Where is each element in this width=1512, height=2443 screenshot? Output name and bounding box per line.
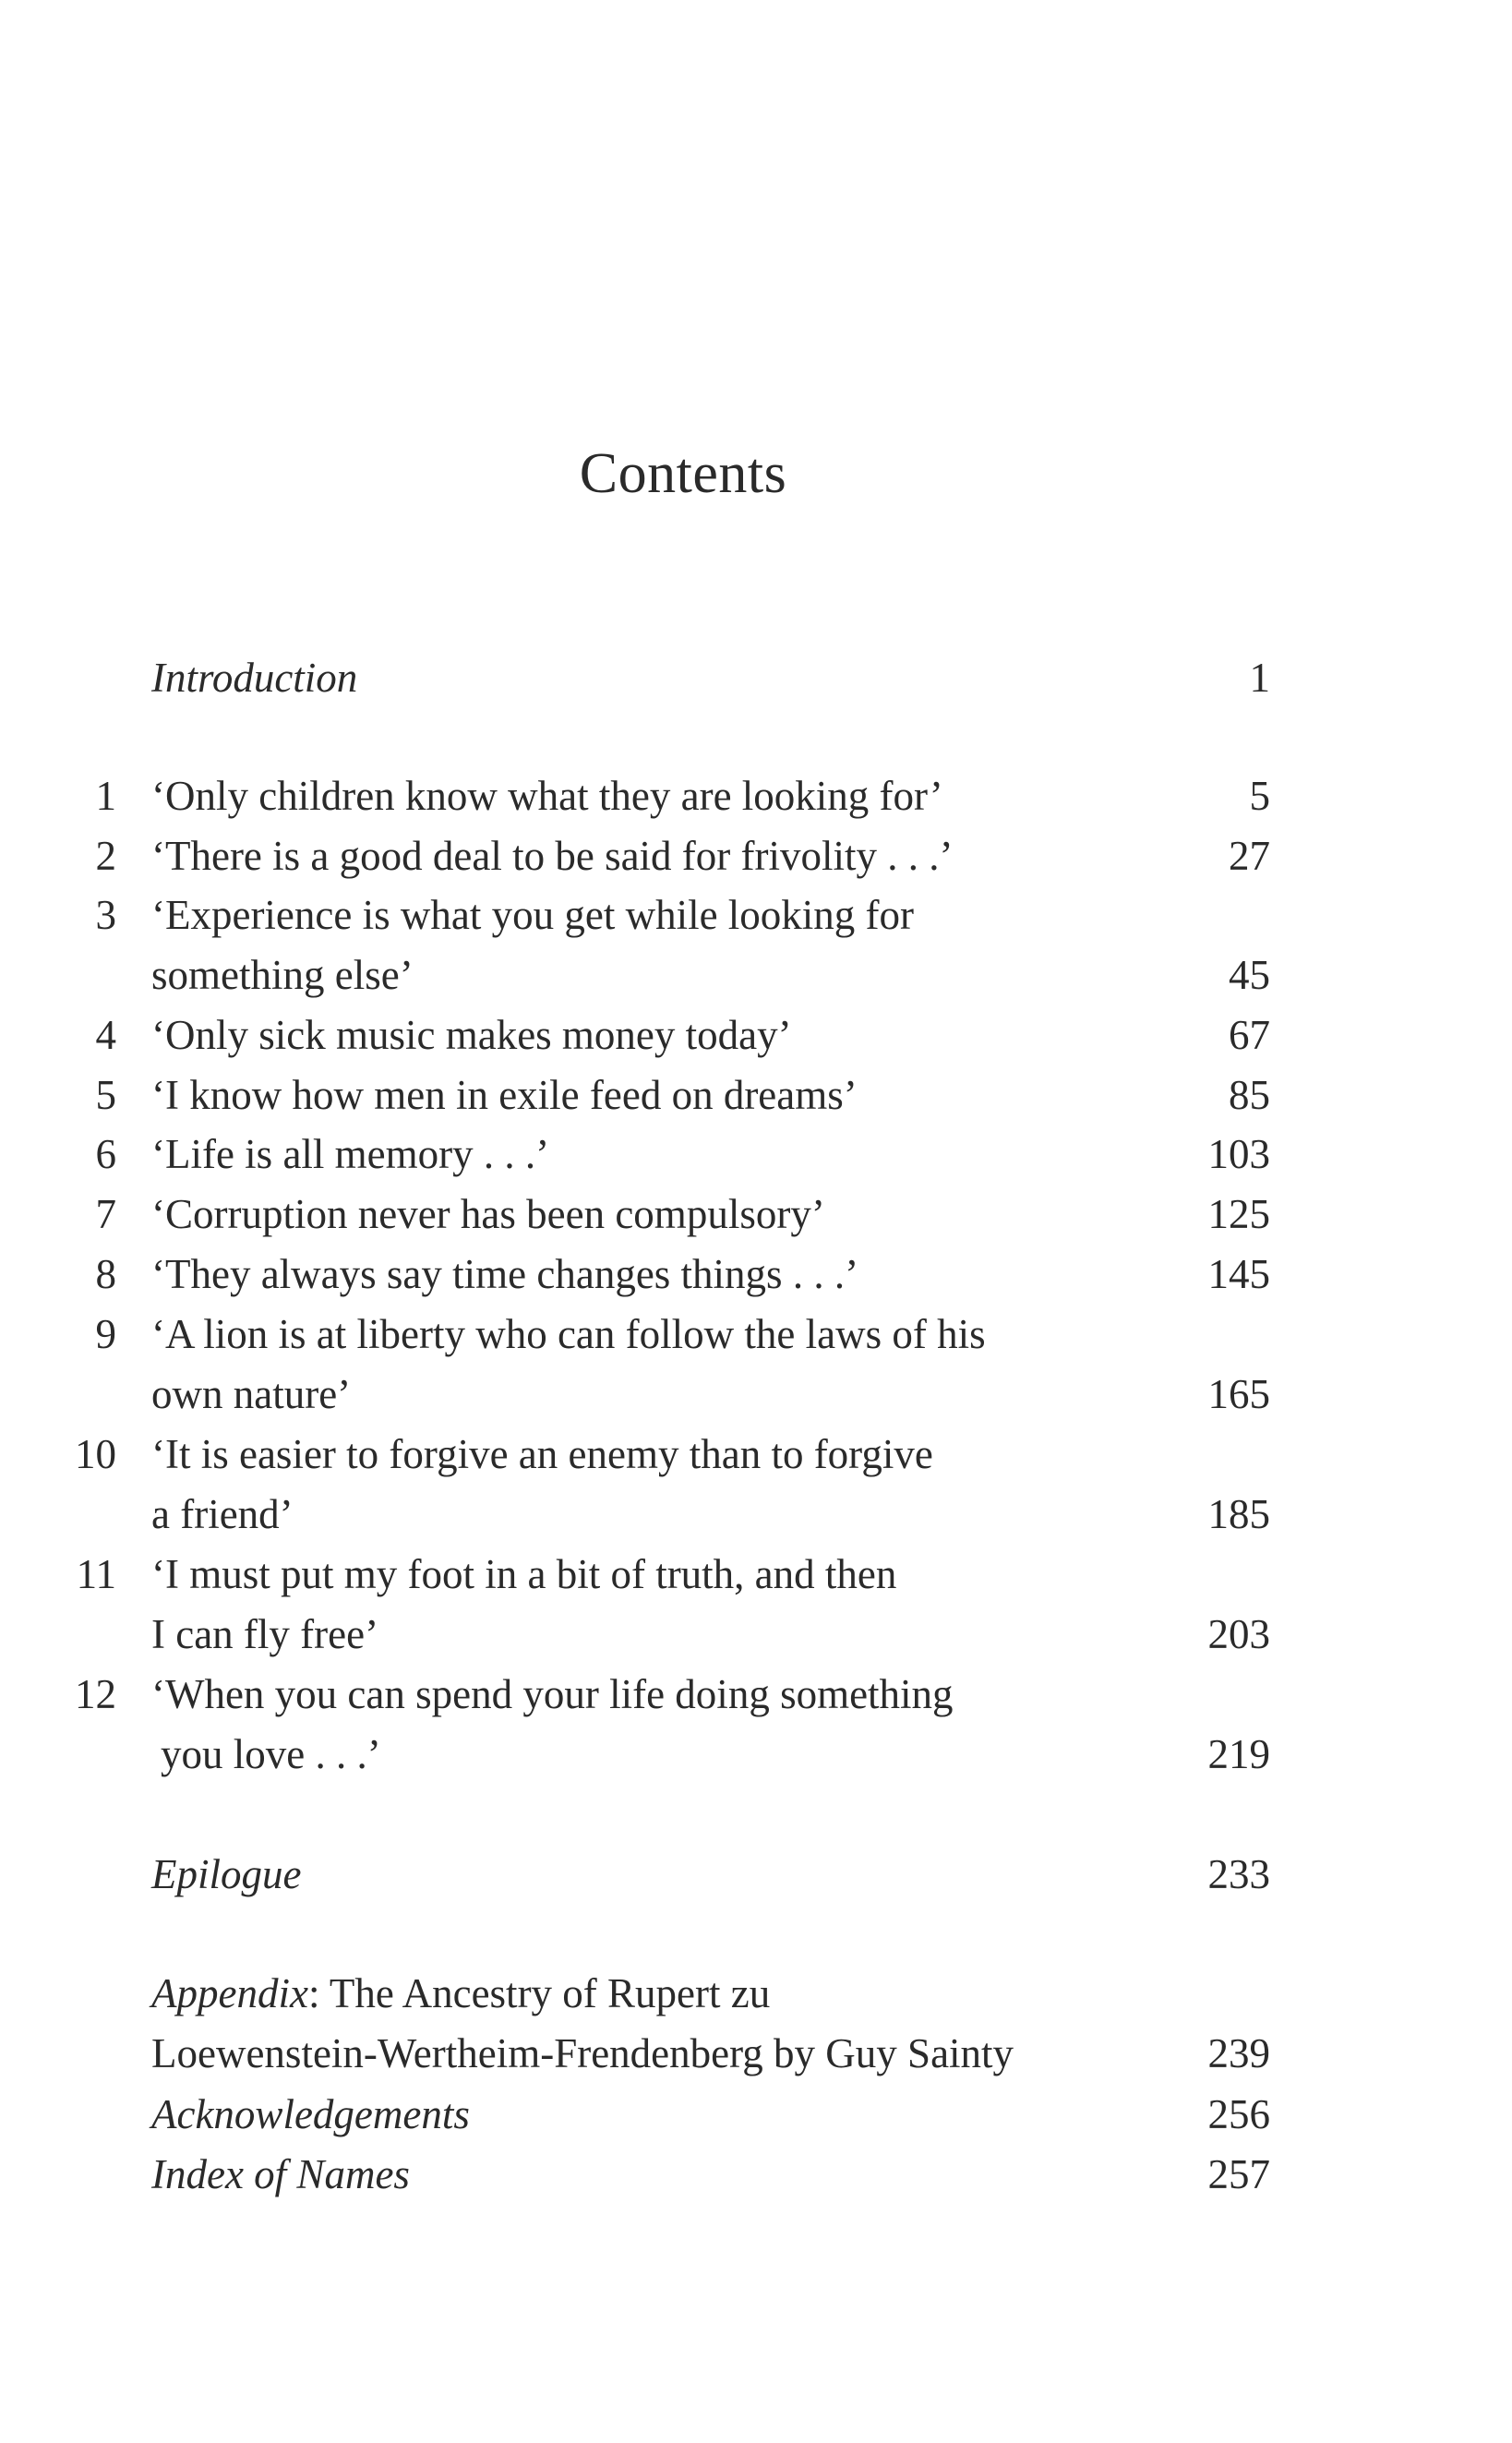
chapter-number: 6: [95, 1131, 116, 1177]
chapter-title-continued: a friend’: [151, 1491, 294, 1537]
toc-page-number: 203: [1207, 1611, 1270, 1657]
chapter-title: ‘I know how men in exile feed on dreams’: [151, 1072, 858, 1118]
chapter-title-continued: own nature’: [151, 1371, 352, 1417]
toc-page-number: 85: [1229, 1072, 1270, 1118]
toc-page-number: 5: [1249, 773, 1270, 819]
toc-entry-label: Introduction: [151, 655, 358, 701]
chapter-number: 7: [95, 1191, 116, 1237]
chapter-title: ‘Corruption never has been compulsory’: [151, 1191, 825, 1237]
chapter-title: ‘It is easier to forgive an enemy than to forgive: [151, 1431, 933, 1477]
toc-page-number: 145: [1207, 1251, 1270, 1297]
appendix-line: [151, 1970, 771, 2016]
toc-page-number: 125: [1207, 1191, 1270, 1237]
chapter-title: ‘Only children know what they are looking for’: [151, 773, 943, 819]
page-title: Contents: [579, 442, 787, 505]
appendix-title: : The Ancestry of Rupert zu: [307, 1970, 771, 2016]
chapter-title: ‘A lion is at liberty who can follow the laws of his: [151, 1311, 986, 1357]
appendix-title-continued: Loewenstein-Wertheim-Frendenberg by Guy Sainty: [151, 2030, 1014, 2076]
toc-page-number: 233: [1207, 1851, 1270, 1897]
toc-page-number: 103: [1207, 1131, 1270, 1177]
appendix-label: Appendix: [151, 1970, 308, 2016]
chapter-number: 10: [75, 1431, 116, 1477]
chapter-title-continued: something else’: [151, 952, 414, 998]
toc-page-number: 257: [1207, 2151, 1270, 2197]
toc-page-number: 45: [1229, 952, 1270, 998]
chapter-title: ‘Only sick music makes money today’: [151, 1012, 792, 1058]
chapter-title: ‘Life is all memory . . .’: [151, 1131, 550, 1177]
toc-page-number: 1: [1249, 655, 1270, 701]
chapter-number: 1: [95, 773, 116, 819]
toc-page-number: 165: [1207, 1371, 1270, 1417]
chapter-title: ‘I must put my foot in a bit of truth, and then: [151, 1551, 897, 1597]
toc-entry-label: Epilogue: [151, 1851, 302, 1897]
chapter-number: 2: [95, 833, 116, 879]
toc-page-number: 67: [1229, 1012, 1270, 1058]
toc-page-number: 27: [1229, 833, 1270, 879]
chapter-number: 4: [95, 1012, 116, 1058]
toc-page-number: 256: [1207, 2091, 1270, 2137]
chapter-number: 3: [95, 892, 116, 938]
chapter-title-continued: you love . . .’: [161, 1731, 381, 1777]
chapter-title-continued: I can fly free’: [151, 1611, 379, 1657]
chapter-number: 12: [75, 1671, 116, 1717]
chapter-title: ‘When you can spend your life doing something: [151, 1671, 954, 1717]
chapter-number: 8: [95, 1251, 116, 1297]
chapter-number: 5: [95, 1072, 116, 1118]
chapter-title: ‘They always say time changes things . . .’: [151, 1251, 859, 1297]
toc-entry-label: Acknowledgements: [151, 2091, 470, 2137]
chapter-title: ‘Experience is what you get while looking for: [151, 892, 915, 938]
toc-page-number: 239: [1207, 2030, 1270, 2076]
chapter-number: 9: [95, 1311, 116, 1357]
chapter-title: ‘There is a good deal to be said for frivolity . . .’: [151, 833, 954, 879]
toc-page-number: 219: [1207, 1731, 1270, 1777]
toc-page-number: 185: [1207, 1491, 1270, 1537]
chapter-number: 11: [76, 1551, 116, 1597]
toc-entry-label: Index of Names: [151, 2151, 410, 2197]
